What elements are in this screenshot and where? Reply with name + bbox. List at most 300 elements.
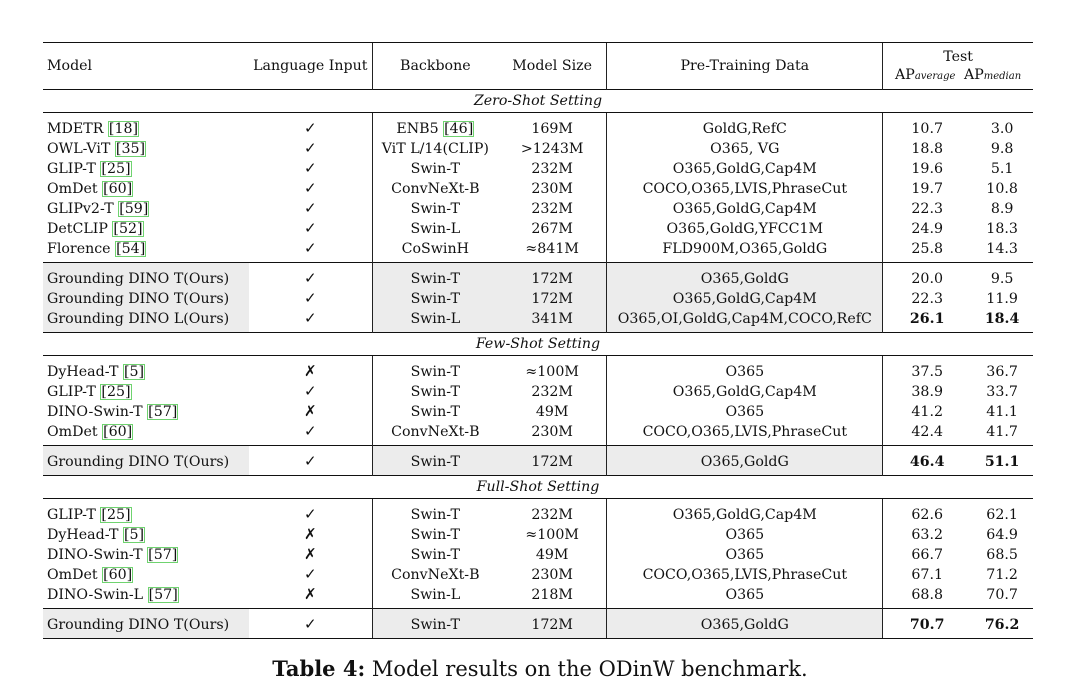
language-input-cell [249, 179, 372, 199]
backbone-cell [372, 356, 498, 383]
ap-median-value: 9.8 [990, 140, 1014, 157]
ap-average-value: 68.8 [911, 586, 943, 603]
model-cell [43, 309, 249, 333]
ap-average-value: 25.8 [911, 240, 943, 257]
pretraining-data-cell: O365,GoldG,Cap4M [607, 159, 883, 179]
model-cell [43, 289, 249, 309]
model-size-cell: 172M [498, 446, 607, 476]
ap-average-value: 20.0 [911, 270, 943, 287]
language-input-cell [249, 263, 372, 290]
backbone-cell [372, 199, 498, 219]
model-size-cell: 169M [498, 113, 607, 140]
language-input-cell [249, 545, 372, 565]
language-input-cell [249, 356, 372, 383]
ap-median-value: 64.9 [986, 526, 1018, 543]
model-size-cell: 341M [498, 309, 607, 333]
model-name: OmDet [47, 180, 98, 197]
pretraining-data-cell: FLD900M,O365,GoldG [607, 239, 883, 263]
pretraining-data-cell: O365,GoldG [607, 446, 883, 476]
ap-average-cell [883, 545, 972, 565]
pretraining-data-cell: O365,GoldG,Cap4M [607, 382, 883, 402]
backbone-name: ConvNeXt-B [391, 180, 480, 197]
model-size-cell: 267M [531, 220, 573, 237]
ap-median-cell [971, 545, 1033, 565]
backbone-name: Swin-T [410, 403, 460, 420]
table-row [43, 356, 1033, 383]
model-cell [43, 159, 249, 179]
language-input-cell [249, 113, 372, 140]
table-row [43, 422, 1033, 446]
ap-average-value: 46.4 [909, 453, 945, 470]
backbone-name: ConvNeXt-B [391, 566, 480, 583]
backbone-name: ViT L/14(CLIP) [381, 140, 489, 157]
citation-link[interactable]: [25] [101, 160, 131, 177]
backbone-name: Swin-T [410, 526, 460, 543]
backbone-cell [372, 545, 498, 565]
model-name: OWL-ViT [47, 140, 111, 157]
ap-average-cell [883, 199, 972, 219]
ap-average-value: 37.5 [911, 363, 943, 380]
citation-link[interactable]: [60] [103, 180, 133, 197]
ours-row [43, 446, 1033, 476]
cross-icon: ✗ [304, 525, 317, 543]
model-name: DyHead-T [47, 526, 119, 543]
backbone-cell [372, 402, 498, 422]
ap-average-cell [883, 263, 972, 290]
ap-median-cell [971, 199, 1033, 219]
model-size-cell: 49M [535, 546, 569, 563]
citation-link[interactable]: [60] [103, 566, 133, 583]
language-input-cell [249, 446, 372, 476]
citation-link[interactable]: [57] [148, 546, 178, 563]
check-icon: ✓ [304, 615, 317, 633]
ap-average-cell [883, 289, 972, 309]
backbone-name: ConvNeXt-B [391, 423, 480, 440]
model-size-cell: 232M [498, 499, 607, 526]
model-name: GLIP-T [47, 160, 96, 177]
model-size-cell: 230M [531, 423, 573, 440]
caption-text: Model results on the ODinW benchmark. [365, 657, 808, 681]
model-name: Florence [47, 240, 111, 257]
backbone-cell [372, 159, 498, 179]
model-cell [43, 356, 249, 383]
ap-median-cell [971, 525, 1033, 545]
check-icon: ✓ [304, 269, 317, 287]
backbone-name: Swin-L [410, 310, 461, 327]
check-icon: ✓ [304, 452, 317, 470]
ap-average-value: 62.6 [911, 506, 943, 523]
ap-average-cell [883, 446, 972, 476]
ap-median-cell [971, 565, 1033, 585]
ap-average-value: 19.6 [911, 160, 943, 177]
ap-median-cell [971, 422, 1033, 446]
table-row [43, 565, 1033, 585]
citation-link[interactable]: [60] [103, 423, 133, 440]
ap-average-cell [883, 139, 972, 159]
model-name: DetCLIP [47, 220, 108, 237]
section-title: Few-Shot Setting [43, 333, 1033, 356]
ours-row [43, 309, 1033, 333]
model-name: DINO-Swin-T [47, 546, 143, 563]
model-size-cell: 49M [535, 403, 569, 420]
header-model: Model [43, 43, 249, 90]
check-icon: ✓ [304, 179, 317, 197]
ours-row [43, 609, 1033, 639]
citation-link[interactable]: [5] [123, 526, 145, 543]
backbone-name: Swin-T [410, 546, 460, 563]
pretraining-data-cell: COCO,O365,LVIS,PhraseCut [607, 179, 883, 199]
model-name: MDETR [47, 120, 104, 137]
pretraining-data-cell: O365,GoldG,Cap4M [607, 499, 883, 526]
ap-median-value: 14.3 [986, 240, 1018, 257]
model-size-cell: 230M [531, 180, 573, 197]
check-icon: ✓ [304, 219, 317, 237]
table-row [43, 402, 1033, 422]
backbone-cell [372, 113, 498, 140]
model-name: DyHead-T [47, 363, 119, 380]
citation-link[interactable]: [57] [148, 586, 178, 603]
model-size-cell: 218M [531, 586, 573, 603]
model-size-cell: ≈100M [525, 526, 579, 543]
backbone-name: CoSwinH [401, 240, 469, 257]
header-backbone: Backbone [372, 43, 498, 90]
ap-median-value: 51.1 [984, 453, 1020, 470]
pretraining-data-cell: COCO,O365,LVIS,PhraseCut [607, 422, 883, 446]
table-row [43, 382, 1033, 402]
citation-link[interactable]: [57] [148, 403, 178, 420]
backbone-cell [372, 585, 498, 609]
citation-link[interactable]: [46] [444, 120, 474, 137]
citation-link[interactable]: [59] [119, 200, 149, 217]
ap-average-cell [883, 179, 972, 199]
ap-median-cell [971, 263, 1033, 290]
model-cell [43, 199, 249, 219]
ap-median-cell [971, 179, 1033, 199]
ap-average-cell [883, 609, 972, 639]
ap-median-value: 68.5 [986, 546, 1018, 563]
ap-average-value: 41.2 [911, 403, 943, 420]
backbone-name: Swin-T [410, 506, 460, 523]
pretraining-data-cell: O365,GoldG [607, 609, 883, 639]
model-cell [43, 263, 249, 290]
model-cell [43, 525, 249, 545]
ap-average-cell [883, 219, 972, 239]
ap-median-value: 33.7 [986, 383, 1018, 400]
ap-median-cell [971, 585, 1033, 609]
citation-link[interactable]: [52] [113, 220, 143, 237]
ap-median-value: 3.0 [990, 120, 1014, 137]
ap-median-cell [971, 113, 1033, 140]
language-input-cell [249, 289, 372, 309]
ap-average-value: 10.7 [911, 120, 943, 137]
language-input-cell [249, 159, 372, 179]
header-model-size: Model Size [498, 43, 607, 90]
backbone-cell [372, 239, 498, 263]
citation-link[interactable]: [25] [101, 383, 131, 400]
language-input-cell [249, 499, 372, 526]
model-cell [43, 139, 249, 159]
backbone-cell [372, 565, 498, 585]
header-language-input: Language Input [249, 43, 372, 90]
ap-median-cell [971, 382, 1033, 402]
table-row [43, 199, 1033, 219]
ap-average-value: 70.7 [909, 616, 945, 633]
results-table [43, 42, 1033, 639]
backbone-name: Swin-T [410, 383, 460, 400]
model-cell [43, 382, 249, 402]
backbone-name: Swin-T [410, 616, 460, 633]
ap-median-cell [971, 219, 1033, 239]
ap-average-value: 66.7 [911, 546, 943, 563]
model-size-cell: >1243M [520, 140, 584, 157]
language-input-cell [249, 382, 372, 402]
model-name: GLIP-T [47, 383, 96, 400]
model-name: Grounding DINO T(Ours) [47, 290, 230, 307]
ap-median-cell [971, 402, 1033, 422]
model-cell [43, 402, 249, 422]
check-icon: ✓ [304, 199, 317, 217]
ap-average-value: 22.3 [911, 200, 943, 217]
citation-link[interactable]: [35] [115, 140, 146, 157]
cross-icon: ✗ [304, 402, 317, 420]
model-name: DINO-Swin-L [47, 586, 144, 603]
header-ap-pair [887, 66, 1029, 86]
model-name: GLIPv2-T [47, 200, 114, 217]
pretraining-data-cell: O365, VG [607, 139, 883, 159]
backbone-name: Swin-T [410, 453, 460, 470]
model-name: DINO-Swin-T [47, 403, 143, 420]
model-size-cell: 232M [531, 383, 573, 400]
ap-median-value: 18.4 [984, 310, 1020, 327]
ap-average-cell [883, 499, 972, 526]
check-icon: ✓ [304, 139, 317, 157]
backbone-cell [372, 219, 498, 239]
ap-median-cell [971, 239, 1033, 263]
ap-average-cell [883, 525, 972, 545]
backbone-cell [372, 382, 498, 402]
caption-label: Table 4: [272, 656, 366, 681]
table-row [43, 219, 1033, 239]
check-icon: ✓ [304, 422, 317, 440]
table-row [43, 525, 1033, 545]
ap-average-cell [883, 382, 972, 402]
model-size-cell: 230M [531, 566, 573, 583]
backbone-cell [372, 263, 498, 290]
ap-median-value: 5.1 [990, 160, 1014, 177]
model-size-cell: ≈100M [498, 356, 607, 383]
citation-link[interactable]: [18] [108, 120, 139, 137]
ap-average-cell [883, 356, 972, 383]
model-name: Grounding DINO T(Ours) [47, 270, 230, 287]
ours-row [43, 289, 1033, 309]
ap-average-cell [883, 159, 972, 179]
ap-average-value: 18.8 [911, 140, 943, 157]
pretraining-data-cell: O365,GoldG,Cap4M [607, 199, 883, 219]
ap-median-value: 71.2 [986, 566, 1018, 583]
language-input-cell [249, 525, 372, 545]
backbone-name: Swin-T [410, 200, 460, 217]
zero-shot-rows [43, 113, 1033, 263]
model-size-cell: 172M [498, 263, 607, 290]
table-caption [0, 656, 1080, 681]
ap-median-value: 41.1 [986, 403, 1018, 420]
ap-median-value: 41.7 [986, 423, 1018, 440]
model-cell [43, 585, 249, 609]
ap-average-value: 63.2 [911, 526, 943, 543]
model-cell [43, 499, 249, 526]
check-icon: ✓ [304, 239, 317, 257]
check-icon: ✓ [304, 119, 317, 137]
model-name: GLIP-T [47, 506, 96, 523]
backbone-name: Swin-L [410, 220, 461, 237]
ap-median-value: 8.9 [990, 200, 1014, 217]
ap-median-value: 76.2 [984, 616, 1020, 633]
ap-median-value: 70.7 [986, 586, 1018, 603]
language-input-cell [249, 422, 372, 446]
check-icon: ✓ [304, 565, 317, 583]
full-shot-ours-rows [43, 609, 1033, 639]
backbone-cell [372, 499, 498, 526]
backbone-cell [372, 179, 498, 199]
pretraining-data-cell: O365,GoldG,YFCC1M [607, 219, 883, 239]
cross-icon: ✗ [304, 585, 317, 603]
backbone-name: Swin-T [410, 363, 460, 380]
backbone-cell [372, 609, 498, 639]
citation-link[interactable]: [54] [116, 240, 146, 257]
ap-median-value: 18.3 [986, 220, 1018, 237]
ap-median-cell [971, 499, 1033, 526]
ap-average-cell [883, 113, 972, 140]
ap-median-cell [971, 139, 1033, 159]
ap-average-value: 38.9 [911, 383, 943, 400]
header-test-label: Test [943, 49, 973, 65]
backbone-cell [372, 422, 498, 446]
backbone-name: Swin-T [410, 160, 460, 177]
header-row [43, 43, 1033, 90]
check-icon: ✓ [304, 505, 317, 523]
pretraining-data-cell: O365 [607, 545, 883, 565]
ap-median-cell [971, 356, 1033, 383]
citation-link[interactable]: [25] [101, 506, 131, 523]
model-cell [43, 545, 249, 565]
ap-median-cell [971, 309, 1033, 333]
pretraining-data-cell: GoldG,RefC [607, 113, 883, 140]
table-row [43, 545, 1033, 565]
model-cell [43, 113, 249, 140]
pretraining-data-cell: COCO,O365,LVIS,PhraseCut [607, 565, 883, 585]
model-size-cell: 232M [531, 200, 573, 217]
backbone-cell [372, 289, 498, 309]
model-cell [43, 219, 249, 239]
few-shot-ours-rows [43, 446, 1033, 476]
few-shot-rows [43, 356, 1033, 446]
backbone-name: Swin-T [410, 290, 460, 307]
ap-median-value: 62.1 [986, 506, 1018, 523]
model-cell [43, 239, 249, 263]
ap-average-value: 42.4 [911, 423, 943, 440]
model-name: Grounding DINO L(Ours) [47, 310, 230, 327]
ap-average-cell [883, 585, 972, 609]
ap-median-cell [971, 289, 1033, 309]
backbone-cell [372, 446, 498, 476]
model-cell [43, 565, 249, 585]
ap-average-cell [883, 565, 972, 585]
ap-median-cell [971, 446, 1033, 476]
table-row [43, 139, 1033, 159]
model-size-cell: 172M [498, 289, 607, 309]
pretraining-data-cell: O365 [607, 525, 883, 545]
header-pretraining-data: Pre-Training Data [607, 43, 883, 90]
ap-average-value: 67.1 [911, 566, 943, 583]
section-few-shot [43, 333, 1033, 356]
citation-link[interactable]: [5] [123, 363, 145, 380]
table-row [43, 585, 1033, 609]
language-input-cell [249, 565, 372, 585]
ap-median-value: 36.7 [986, 363, 1018, 380]
header-ap-average: APaverage [895, 67, 956, 83]
header-test [883, 43, 1033, 90]
language-input-cell [249, 239, 372, 263]
pretraining-data-cell: O365 [607, 356, 883, 383]
ap-average-cell [883, 422, 972, 446]
ap-average-value: 26.1 [909, 310, 945, 327]
section-title: Full-Shot Setting [43, 476, 1033, 499]
ours-row [43, 263, 1033, 290]
check-icon: ✓ [304, 309, 317, 327]
model-cell [43, 609, 249, 639]
model-size-cell: ≈841M [525, 240, 579, 257]
cross-icon: ✗ [304, 362, 317, 380]
ap-average-value: 24.9 [911, 220, 943, 237]
pretraining-data-cell: O365 [607, 585, 883, 609]
check-icon: ✓ [304, 289, 317, 307]
backbone-name: Swin-T [410, 270, 460, 287]
model-cell [43, 446, 249, 476]
table-row [43, 159, 1033, 179]
ap-average-value: 19.7 [911, 180, 943, 197]
model-name: OmDet [47, 566, 98, 583]
backbone-name: ENB5 [396, 120, 439, 137]
language-input-cell [249, 219, 372, 239]
header-ap-median: APmedian [963, 67, 1022, 83]
cross-icon: ✗ [304, 545, 317, 563]
ap-average-cell [883, 402, 972, 422]
pretraining-data-cell: O365 [607, 402, 883, 422]
language-input-cell [249, 309, 372, 333]
section-zero-shot [43, 90, 1033, 113]
ap-median-cell [971, 159, 1033, 179]
pretraining-data-cell: O365,GoldG,Cap4M [607, 289, 883, 309]
check-icon: ✓ [304, 382, 317, 400]
model-size-cell: 172M [498, 609, 607, 639]
model-size-cell: 232M [531, 160, 573, 177]
ap-median-value: 9.5 [990, 270, 1014, 287]
backbone-name: Swin-L [410, 586, 461, 603]
pretraining-data-cell: O365,GoldG [607, 263, 883, 290]
ap-median-value: 10.8 [986, 180, 1018, 197]
ap-average-value: 22.3 [911, 290, 943, 307]
ap-average-cell [883, 239, 972, 263]
language-input-cell [249, 402, 372, 422]
backbone-cell [372, 309, 498, 333]
section-title: Zero-Shot Setting [43, 90, 1033, 113]
model-cell [43, 422, 249, 446]
table-row [43, 179, 1033, 199]
table-row [43, 113, 1033, 140]
model-cell [43, 179, 249, 199]
model-name: Grounding DINO T(Ours) [47, 453, 230, 470]
ap-median-cell [971, 609, 1033, 639]
